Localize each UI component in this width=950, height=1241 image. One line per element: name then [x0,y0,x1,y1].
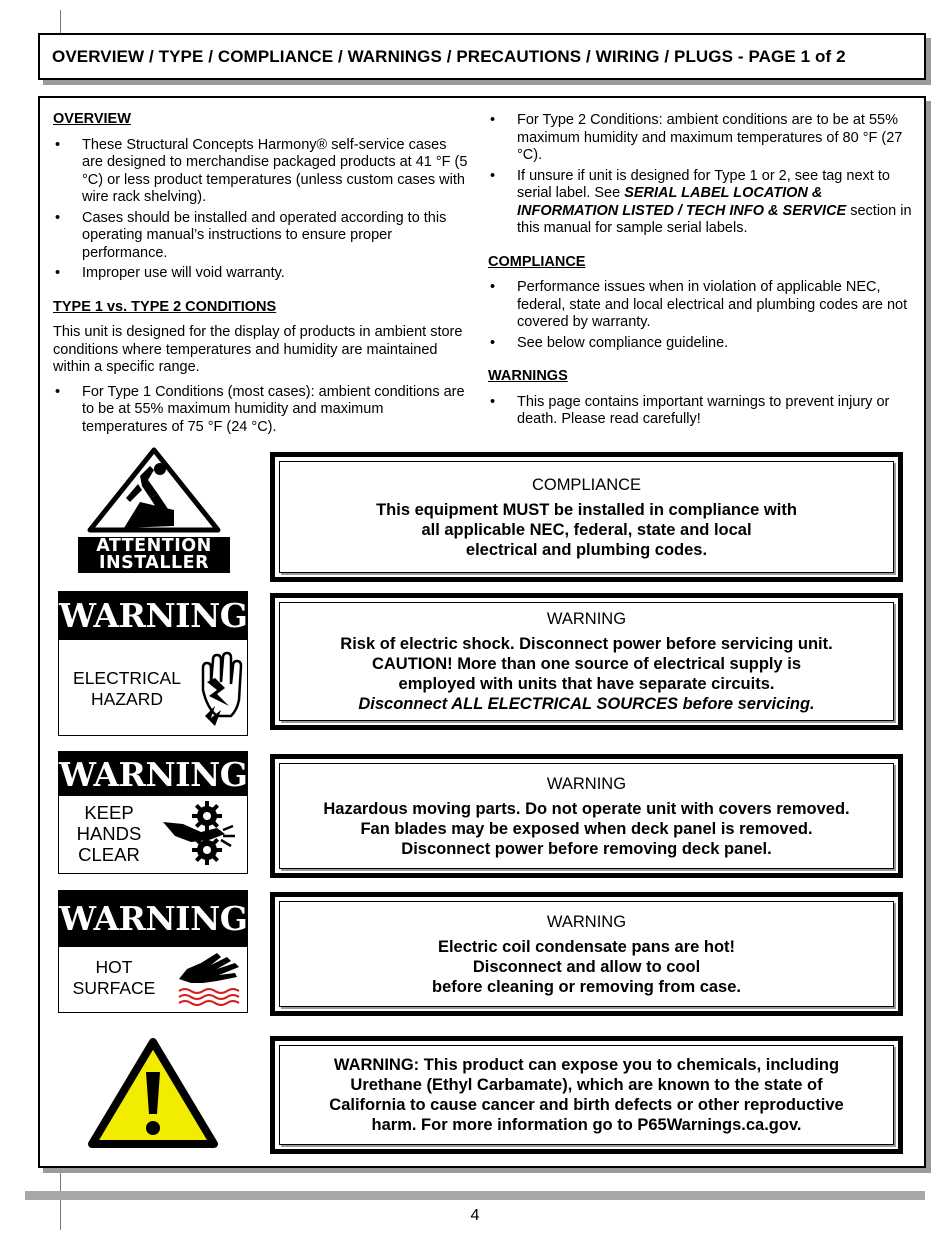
moving-parts-warning-line: Fan blades may be exposed when deck panel is removed. [360,819,813,838]
list-item: • For Type 2 Conditions: ambient conditions are to be at 55% maximum humidity and maximum temperatures of 80 °F (27 °C). [488,112,916,165]
warning-sign-header: WARNING [59,752,247,796]
electrical-hazard-sign [58,591,248,736]
list-item: • These Structural Concepts Harmony® self-service cases are designed to merchandise packaged products at 41 °F (5 °C) or less product temperatures (unless custom cases with wire rack shelving). [53,137,471,207]
page-number: 4 [470,1207,480,1224]
prop65-warning-line: harm. For more information go to P65Warnings.ca.gov. [371,1116,802,1134]
list-item: • See below compliance guideline. [488,335,916,353]
compliance-list [488,279,916,352]
page-header [38,33,926,80]
list-item: • This page contains important warnings to prevent injury or death. Please read carefully! [488,394,916,429]
prop65-warning-line: California to cause cancer and birth defects or other reproductive [329,1096,844,1114]
compliance-box-title: COMPLIANCE [531,475,642,494]
keep-hands-clear-sign [58,751,248,874]
attention-installer-sign [78,446,230,574]
electric-shock-warning-box [270,593,903,730]
hot-surface-warning-line: Disconnect and allow to cool [472,957,701,976]
hand-gears-icon [161,800,237,868]
type-conditions-intro: This unit is designed for the display of products in ambient store conditions where temperatures and humidity are maintained within a specific range. [53,324,463,375]
left-column [53,111,471,448]
moving-parts-warning-box [270,754,903,878]
hot-hand-icon [177,949,243,1009]
keep-hands-clear-label: KEEP HANDS CLEAR [76,802,142,865]
page-header-title: OVERVIEW / TYPE / COMPLIANCE / WARNINGS / PRECAUTIONS / WIRING / PLUGS - PAGE 1 of 2 [52,46,846,66]
attention-text: ATTENTION [96,536,212,556]
compliance-box-line: all applicable NEC, federal, state and local [421,520,752,539]
moving-parts-warning-line: Disconnect power before removing deck panel. [401,839,772,858]
hot-surface-warning-box [270,892,903,1016]
compliance-heading: COMPLIANCE [488,253,586,270]
exclamation-triangle-icon [86,1036,220,1150]
electric-warning-line: CAUTION! More than one source of electrical supply is [371,655,802,673]
warning-sign-header: WARNING [59,891,247,947]
type-conditions-list [53,384,471,437]
hot-surface-warning-line: Electric coil condensate pans are hot! [437,937,736,956]
main-content-box [38,96,926,1168]
electric-warning-title: WARNING [546,610,627,628]
moving-parts-warning-title: WARNING [546,774,627,793]
warning-sign-header: WARNING [59,592,247,640]
hot-surface-warning-line: before cleaning or removing from case. [431,977,741,996]
list-item: • Improper use will void warranty. [53,265,471,283]
prop65-warning-line: Urethane (Ethyl Carbamate), which are known to the state of [350,1076,823,1094]
overview-list [53,137,471,283]
warnings-list [488,394,916,429]
attention-installer-icon [78,446,230,536]
prop65-warning-line: WARNING: This product can expose you to chemicals, including [333,1056,840,1074]
footer-bar [25,1191,925,1200]
electrical-hazard-label: ELECTRICAL HAZARD [73,668,181,709]
electrical-hand-icon [197,650,243,728]
compliance-box-line: electrical and plumbing codes. [465,540,708,559]
list-item: • Cases should be installed and operated according to this operating manual’s instructions to ensure proper performance. [53,210,471,263]
electric-warning-line: Risk of electric shock. Disconnect power before servicing unit. [340,635,833,653]
serial-label-reference: SERIAL LABEL LOCATION & INFORMATION LISTED / TECH INFO & SERVICE [517,185,847,219]
hot-surface-warning-title: WARNING [546,912,627,931]
electric-warning-line: employed with units that have separate circuits. [398,675,775,693]
compliance-box-line: This equipment MUST be installed in compliance with [376,500,797,519]
installer-text: INSTALLER [98,553,210,573]
left-margin-line-top [60,10,61,33]
electric-warning-italic-line: Disconnect ALL ELECTRICAL SOURCES before servicing. [358,695,815,713]
hot-surface-label: HOT SURFACE [72,957,156,998]
prop65-warning-box [270,1036,903,1154]
overview-heading: OVERVIEW [53,111,131,127]
list-item: • For Type 1 Conditions (most cases): ambient conditions are to be at 55% maximum humidity and maximum temperatures of 75 °F (24 °C). [53,384,471,437]
moving-parts-warning-line: Hazardous moving parts. Do not operate unit with covers removed. [323,799,850,818]
hot-surface-sign [58,890,248,1013]
warnings-heading: WARNINGS [488,368,568,384]
list-item: • If unsure if unit is designed for Type 1 or 2, see tag next to serial label. See SERIAL LABEL LOCATION & INFORMATION LISTED / TECH INFO & SERVICE section in this manual for sample serial labels. [488,168,916,238]
type-conditions-list-continued [488,112,916,238]
right-column [488,112,916,441]
type-conditions-heading: TYPE 1 vs. TYPE 2 CONDITIONS [53,298,277,315]
list-item: • Performance issues when in violation of applicable NEC, federal, state and local electrical and plumbing codes are not covered by warranty. [488,279,916,332]
compliance-box [270,452,903,582]
